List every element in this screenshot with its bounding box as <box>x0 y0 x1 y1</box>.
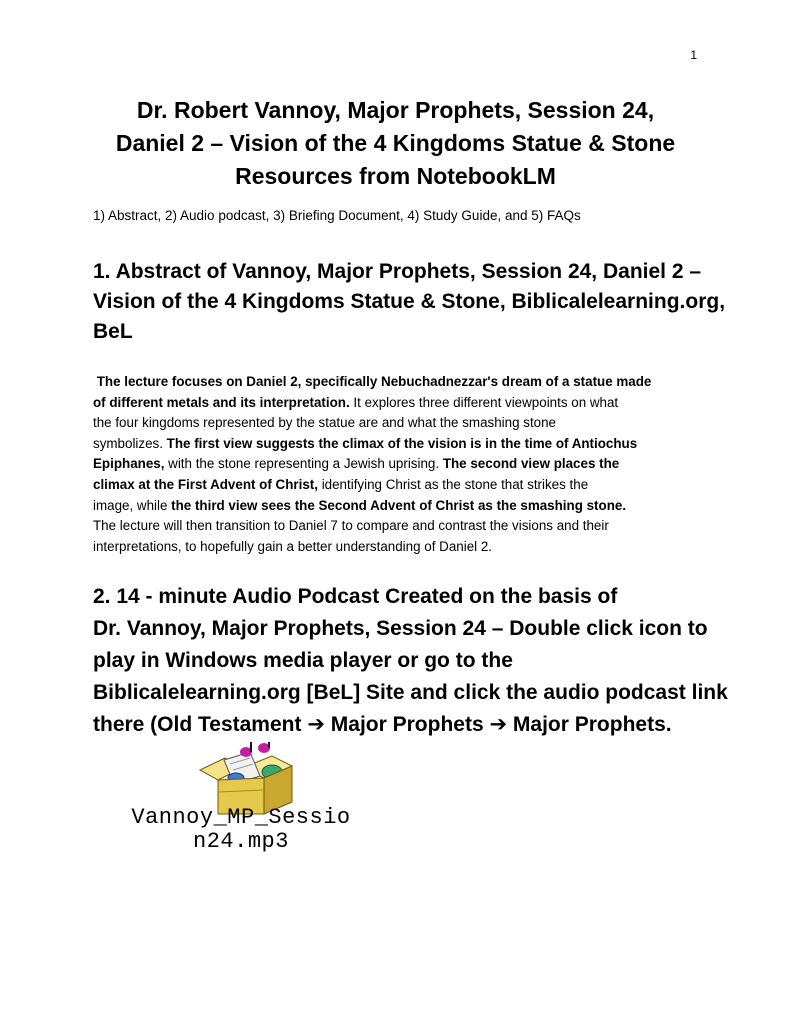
section-1-heading <box>93 257 726 347</box>
nav-path-text: Major Prophets <box>324 713 490 736</box>
abstract-text: image, while <box>93 497 172 513</box>
section-1-heading-line: BeL <box>93 320 133 343</box>
section-1-heading-line: 1. Abstract of Vannoy, Major Prophets, Session 24, Daniel 2 – <box>93 260 702 283</box>
arrow-right-icon: ➔ <box>307 713 325 736</box>
section-2-heading-line: 2. 14 - minute Audio Podcast Created on the basis of <box>93 585 618 608</box>
abstract-text: the third view sees the Second Advent of Christ as the smashing stone. <box>171 497 627 513</box>
abstract-line <box>93 434 703 455</box>
abstract-text: The second view places the <box>442 456 620 472</box>
abstract-line <box>93 475 703 496</box>
audio-file-name[interactable] <box>96 806 386 854</box>
page-title <box>70 94 721 193</box>
abstract-text: identifying Christ as the stone that strikes the <box>317 476 589 492</box>
title-line-3: Resources from NotebookLM <box>235 163 556 189</box>
abstract-line: interpretations, to hopefully gain a better understanding of Daniel 2. <box>93 538 493 554</box>
abstract-text: The first view suggests the climax of the vision is in the time of Antiochus <box>166 435 638 451</box>
abstract-line: The lecture will then transition to Daniel 7 to compare and contrast the visions and their <box>93 518 609 534</box>
file-name-line: Vannoy_MP_Sessio <box>131 805 351 830</box>
arrow-right-icon: ➔ <box>489 713 508 736</box>
abstract-line <box>93 393 703 414</box>
file-name-line: n24.mp3 <box>193 829 289 854</box>
section-1-heading-line: Vision of the 4 Kingdoms Statue & Stone, Biblicalelearning.org, <box>93 290 726 313</box>
section-2-heading <box>93 581 728 741</box>
abstract-text: of different metals and its interpretation. <box>93 394 350 410</box>
section-2-heading-line: Biblicalelearning.org [BeL] Site and click the audio podcast link <box>93 681 728 704</box>
nav-path-text: Major Prophets. <box>507 713 672 736</box>
resources-list: 1) Abstract, 2) Audio podcast, 3) Briefing Document, 4) Study Guide, and 5) FAQs <box>93 208 581 223</box>
abstract-line: the four kingdoms represented by the statue are and what the smashing stone <box>93 415 557 431</box>
abstract-text: It explores three different viewpoints on what <box>349 394 619 410</box>
page-number: 1 <box>690 48 697 62</box>
abstract-text: climax at the First Advent of Christ, <box>93 476 318 492</box>
title-line-1: Dr. Robert Vannoy, Major Prophets, Session 24, <box>136 97 655 123</box>
abstract-line <box>93 372 703 393</box>
section-2-heading-line: Dr. Vannoy, Major Prophets, Session 24 – Double click icon to <box>93 617 708 640</box>
abstract-text: with the stone representing a Jewish uprising. <box>164 456 443 472</box>
section-2-heading-line: play in Windows media player or go to the <box>93 649 513 672</box>
abstract-text: Epiphanes, <box>93 456 165 472</box>
title-line-2: Daniel 2 – Vision of the 4 Kingdoms Statue & Stone <box>115 130 676 156</box>
abstract-text: symbolizes. <box>93 435 167 451</box>
abstract-line <box>93 454 703 475</box>
section-2-heading-line <box>93 709 713 741</box>
abstract-paragraph <box>93 372 703 557</box>
abstract-text: The lecture focuses on Daniel 2, specifically Nebuchadnezzar's dream of a statue made <box>96 374 652 389</box>
abstract-line <box>93 496 703 517</box>
nav-path-text: there (Old Testament <box>93 713 308 736</box>
